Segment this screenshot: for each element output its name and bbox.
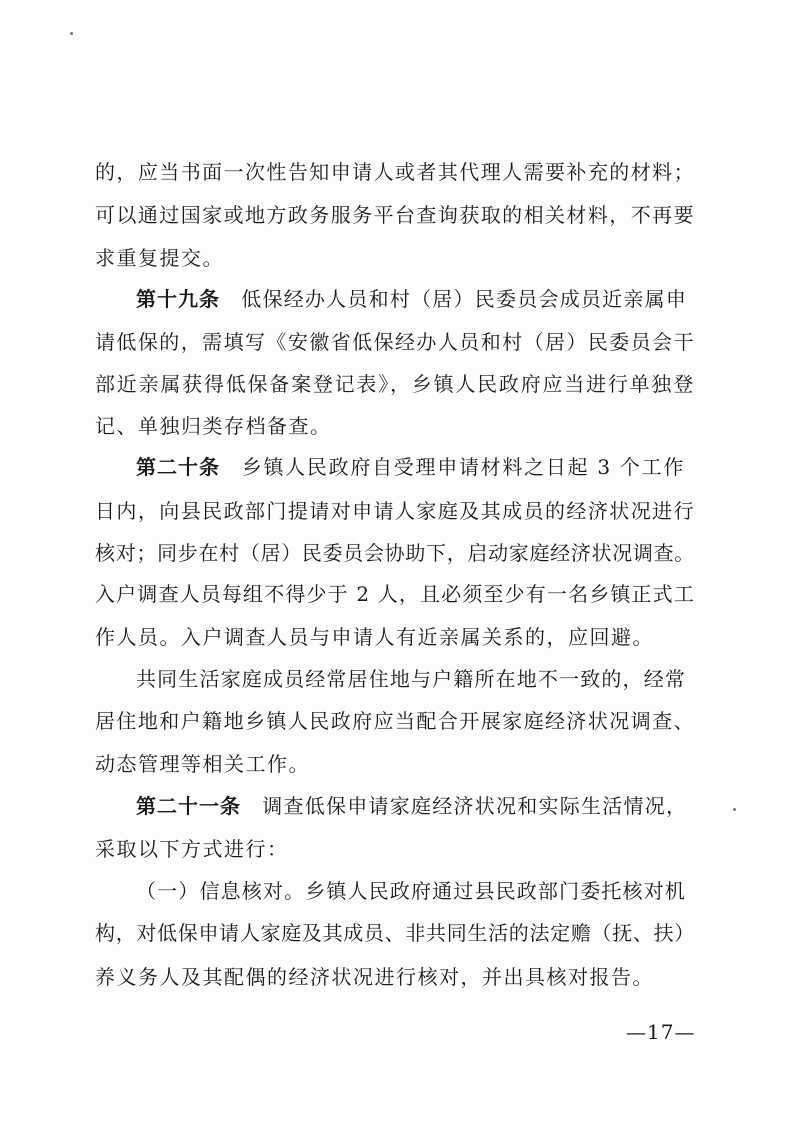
paragraph-text: 求重复提交。 (95, 246, 224, 270)
article-heading: 第十九条 (136, 287, 220, 311)
paragraph-text: 动态管理等相关工作。 (95, 752, 310, 776)
line-text (95, 538, 695, 568)
line-text (136, 664, 686, 694)
line-text (95, 157, 695, 187)
line-text (136, 284, 687, 314)
paragraph-text: （一）信息核对。乡镇人民政府通过县民政部门委托核对机 (136, 879, 686, 903)
text-line (0, 538, 793, 568)
text-line (0, 411, 793, 441)
line-text (136, 876, 686, 906)
line-text (95, 622, 654, 652)
paragraph-text: 调查低保申请家庭经济状况和实际生活情况， (241, 794, 688, 818)
text-line (0, 496, 793, 526)
paragraph-text: 乡镇人民政府自受理申请材料之日起 3 个工作 (220, 455, 686, 479)
paragraph-text: 记、单独归类存档备查。 (95, 414, 332, 438)
article-line (0, 791, 793, 821)
line-text (95, 749, 310, 779)
paragraph-text: 部近亲属获得低保备案登记表》，乡镇人民政府应当进行单独登 (95, 372, 695, 396)
text-line (0, 962, 793, 992)
line-text (95, 200, 695, 230)
article-line (0, 452, 793, 482)
text-line (0, 749, 793, 779)
paragraph-text: 采取以下方式进行： (95, 837, 289, 861)
text-line (0, 157, 793, 187)
text-line (0, 200, 793, 230)
text-line (0, 834, 793, 864)
line-text (95, 962, 654, 992)
line-text (95, 496, 695, 526)
paragraph-text: 低保经办人员和村（居）民委员会成员近亲属申 (220, 287, 688, 311)
line-text (95, 369, 695, 399)
paragraph-text: 养义务人及其配偶的经济状况进行核对，并出具核对报告。 (95, 965, 654, 989)
line-text (95, 706, 695, 736)
text-line (0, 327, 793, 357)
line-text (95, 579, 695, 609)
text-line (0, 664, 793, 694)
line-text (136, 791, 687, 821)
text-line (0, 706, 793, 736)
line-text (136, 452, 685, 482)
paragraph-text: 日内，向县民政部门提请对申请人家庭及其成员的经济状况进行 (95, 499, 695, 523)
line-text (95, 918, 695, 948)
paragraph-text: 构，对低保申请人家庭及其成员、非共同生活的法定赡（抚、扶） (95, 921, 695, 945)
paragraph-text: 居住地和户籍地乡镇人民政府应当配合开展家庭经济状况调查、 (95, 709, 695, 733)
text-line (0, 876, 793, 906)
paragraph-text: 可以通过国家或地方政务服务平台查询获取的相关材料，不再要 (95, 203, 695, 227)
scan-speck (70, 32, 73, 35)
paragraph-text: 共同生活家庭成员经常居住地与户籍所在地不一致的，经常 (136, 667, 686, 691)
article-heading: 第二十一条 (136, 794, 241, 818)
paragraph-text: 请低保的，需填写《安徽省低保经办人员和村（居）民委员会干 (95, 330, 695, 354)
paragraph-text: 入户调查人员每组不得少于 2 人，且必须至少有一名乡镇正式工 (95, 582, 695, 606)
text-line (0, 622, 793, 652)
line-text (95, 243, 224, 273)
paragraph-text: 核对；同步在村（居）民委员会协助下，启动家庭经济状况调查。 (95, 541, 695, 565)
paragraph-text: 作人员。入户调查人员与申请人有近亲属关系的，应回避。 (95, 625, 654, 649)
article-line (0, 284, 793, 314)
line-text (95, 834, 289, 864)
text-line (0, 918, 793, 948)
text-line (0, 243, 793, 273)
text-line (0, 579, 793, 609)
line-text (95, 411, 332, 441)
paragraph-text: 的，应当书面一次性告知申请人或者其代理人需要补充的材料； (95, 160, 695, 184)
article-heading: 第二十条 (136, 455, 220, 479)
scan-speck (733, 808, 736, 811)
page-number: —17— (626, 1020, 696, 1044)
text-line (0, 369, 793, 399)
line-text (95, 327, 695, 357)
